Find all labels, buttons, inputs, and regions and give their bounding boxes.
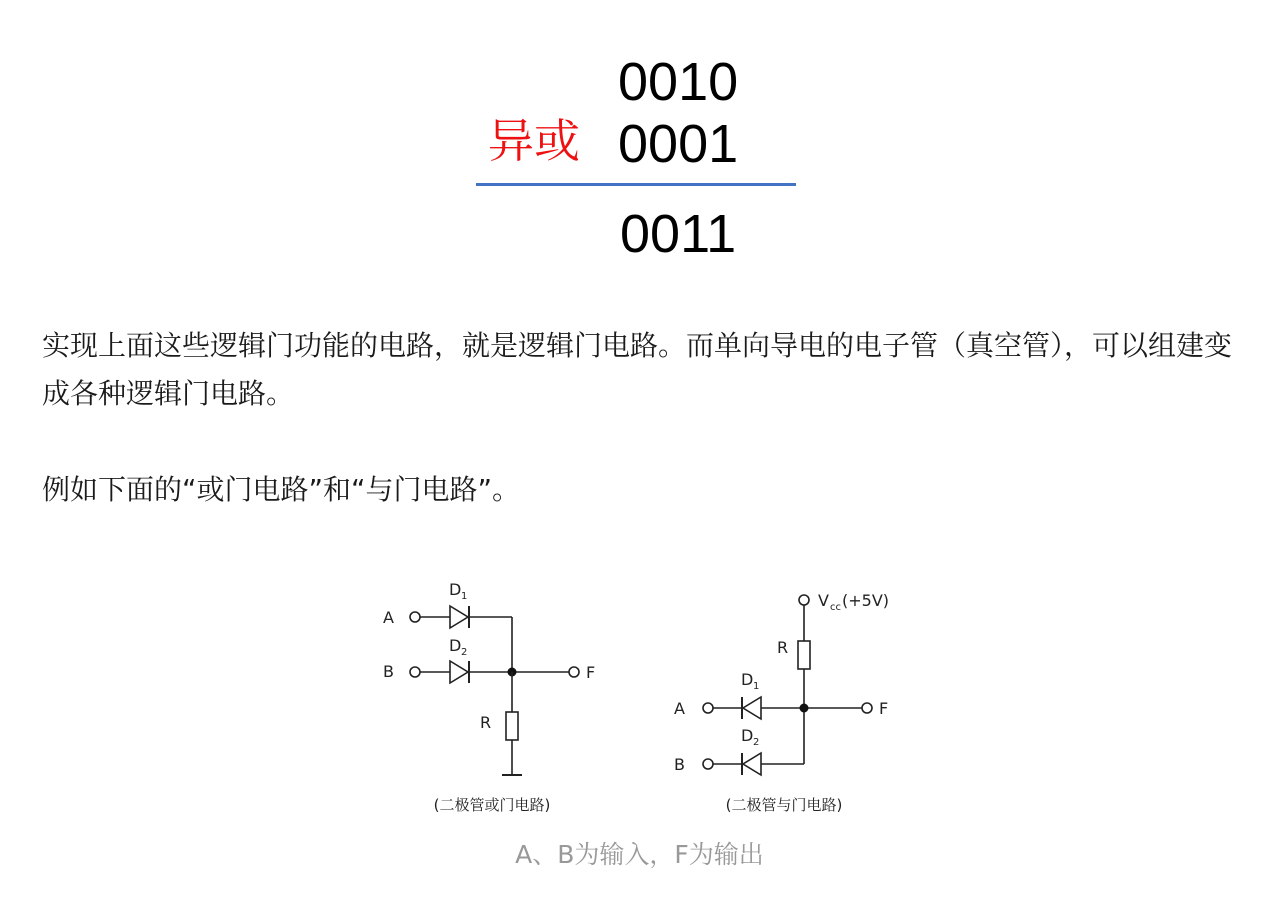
and-junction-dot bbox=[800, 704, 809, 713]
or-input-a-terminal bbox=[410, 612, 420, 622]
paragraph-gate-examples: 例如下面的“或门电路”和“与门电路”。 bbox=[42, 473, 521, 506]
and-gate-caption: (二极管与门电路) bbox=[725, 796, 843, 814]
or-diode-d2-icon bbox=[450, 661, 468, 683]
and-resistor-icon bbox=[798, 641, 810, 669]
or-label-d2-sub: 2 bbox=[461, 647, 468, 658]
and-input-b-terminal bbox=[703, 759, 713, 769]
and-label-vcc-sub: cc bbox=[830, 602, 841, 613]
xor-operator-label: 异或 bbox=[488, 114, 580, 168]
and-diode-d1-icon bbox=[743, 697, 761, 719]
xor-operand-2: 0001 bbox=[618, 114, 739, 174]
or-label-f: F bbox=[586, 663, 596, 682]
and-label-b: B bbox=[674, 755, 685, 774]
and-label-d2-sub: 2 bbox=[753, 737, 760, 748]
and-output-f-terminal bbox=[862, 703, 872, 713]
or-label-d1-sub: 1 bbox=[461, 591, 468, 602]
or-gate-caption: (二极管或门电路) bbox=[433, 796, 551, 814]
or-label-a: A bbox=[383, 608, 394, 627]
xor-operand-1: 0010 bbox=[618, 52, 739, 112]
and-label-d1: D bbox=[741, 670, 754, 689]
paragraph-logic-gates: 实现上面这些逻辑门功能的电路，就是逻辑门电路。而单向导电的电子管（真空管），可以组建变成各种逻辑门电路。 bbox=[42, 329, 1233, 410]
or-label-r: R bbox=[480, 713, 492, 732]
or-diode-d1-icon bbox=[450, 606, 468, 628]
and-label-vcc-value: (+5V) bbox=[842, 591, 890, 610]
and-diode-d2-icon bbox=[743, 753, 761, 775]
or-label-d2: D bbox=[449, 636, 462, 655]
or-resistor-icon bbox=[506, 712, 518, 740]
and-gate-circuit bbox=[703, 595, 872, 775]
and-label-vcc: V bbox=[818, 591, 829, 610]
and-label-a: A bbox=[674, 699, 685, 718]
and-input-a-terminal bbox=[703, 703, 713, 713]
figure-caption: A、B为输入，F为输出 bbox=[515, 840, 764, 869]
or-label-b: B bbox=[383, 662, 394, 681]
and-label-f: F bbox=[879, 699, 889, 718]
xor-divider-line bbox=[476, 183, 796, 186]
and-label-d2: D bbox=[741, 726, 754, 745]
or-gate-circuit bbox=[410, 606, 579, 775]
or-label-d1: D bbox=[449, 580, 462, 599]
and-label-r: R bbox=[777, 638, 789, 657]
gate-circuits-figure bbox=[360, 570, 920, 830]
or-output-f-terminal bbox=[569, 667, 579, 677]
or-input-b-terminal bbox=[410, 667, 420, 677]
xor-result: 0011 bbox=[620, 204, 737, 264]
and-vcc-terminal bbox=[799, 595, 809, 605]
and-label-d1-sub: 1 bbox=[753, 681, 760, 692]
